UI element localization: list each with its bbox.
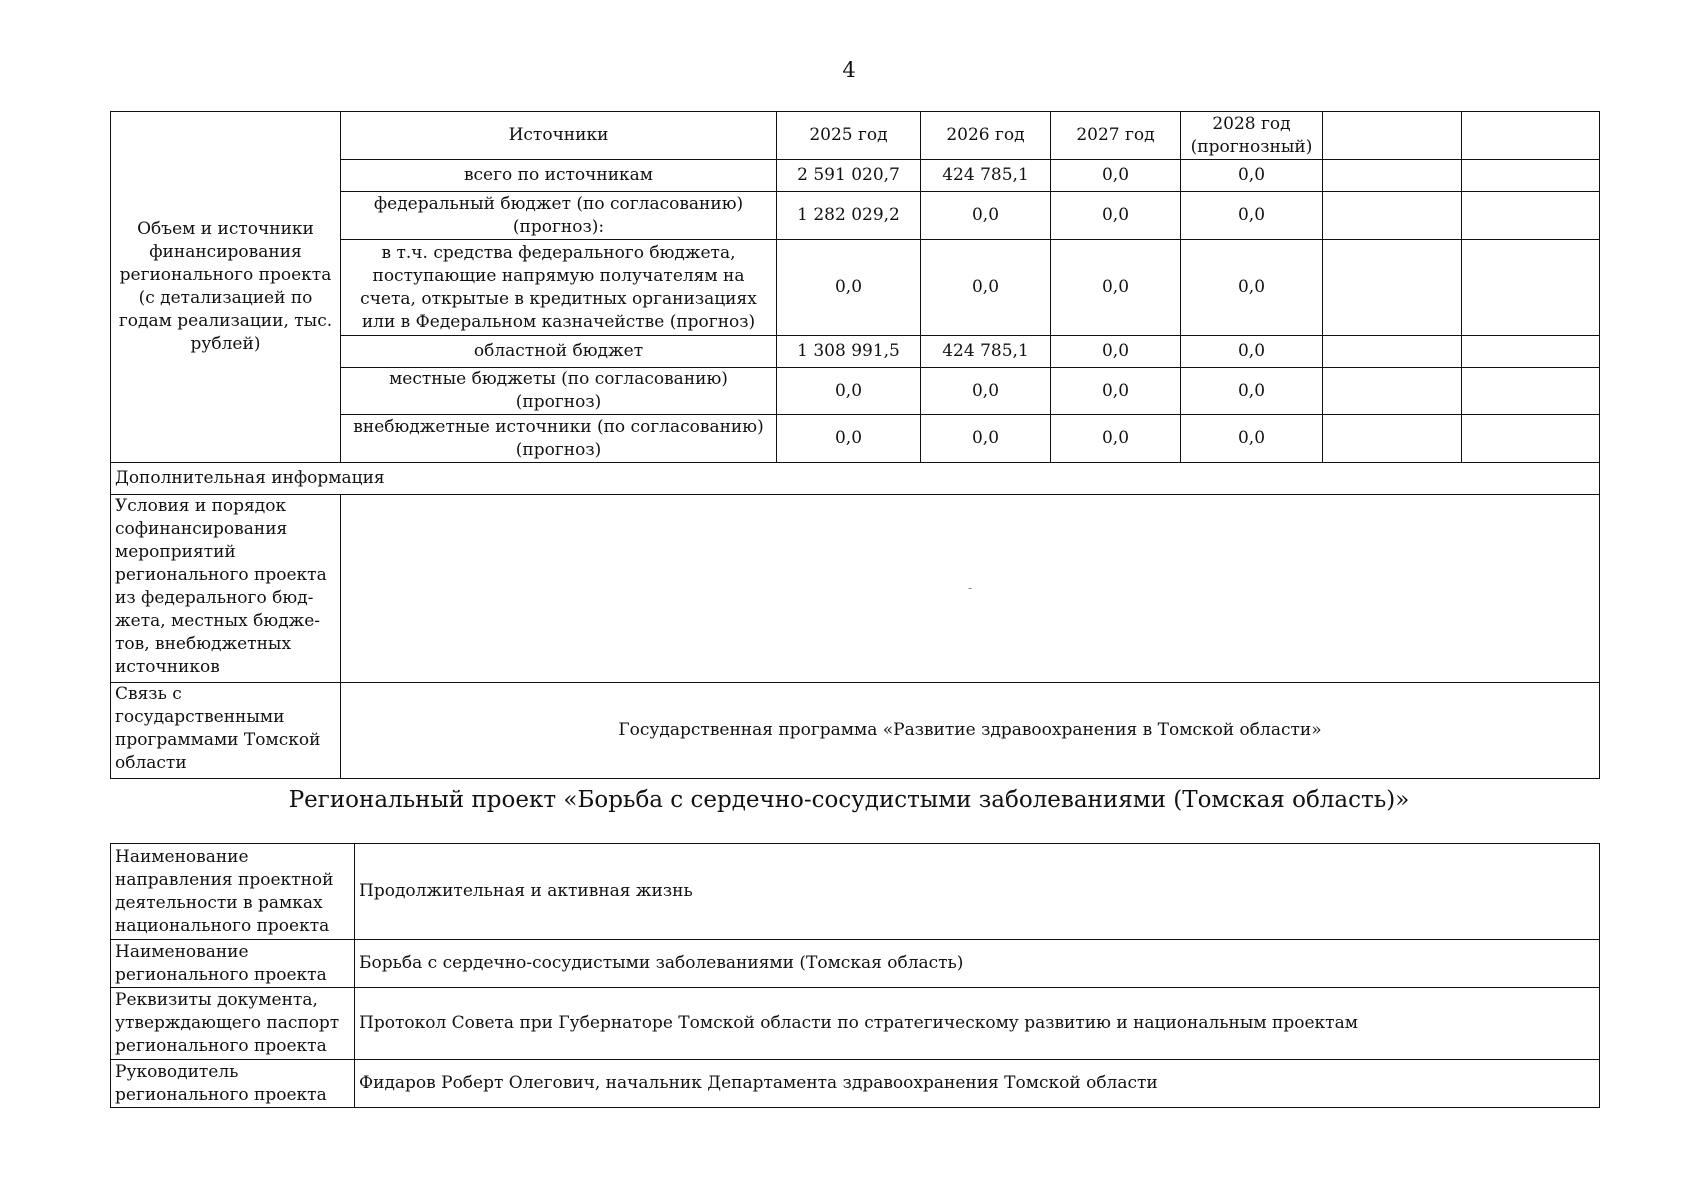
cofinancing-label: Условия и порядок софинансирования мероприятий регионального проекта из федерального бюд-жета, местных бюдже-тов, внебюджетных источников [111,495,341,683]
funding-label: Объем и источники финансирования регионального проекта (с детализацией по годам реализации, тыс. рублей) [111,112,341,463]
additional-info-title: Дополнительная информация [111,463,1600,495]
value-cell: 0,0 [1051,160,1181,192]
empty-cell [1462,192,1600,240]
value-cell: 0,0 [1051,415,1181,463]
page-number: 4 [842,58,856,82]
value-cell: 0,0 [1181,368,1323,415]
empty-cell [1462,160,1600,192]
source-label: местные бюджеты (по согласованию) (прогноз) [341,368,777,415]
project-row-value: Продолжительная и активная жизнь [355,844,1600,940]
project-row-label: Наименование регионального проекта [111,940,355,988]
program-link-value: Государственная программа «Развитие здравоохранения в Томской области» [341,683,1600,779]
empty-cell [1462,112,1600,160]
value-cell: 0,0 [921,240,1051,336]
value-cell: 424 785,1 [921,160,1051,192]
project-row-label: Реквизиты документа, утверждающего паспорт регионального проекта [111,988,355,1060]
empty-cell [1323,336,1462,368]
project-row-label: Наименование направления проектной деятельности в рамках национального проекта [111,844,355,940]
value-cell: 1 308 991,5 [777,336,921,368]
empty-cell [1323,368,1462,415]
value-cell: 2 591 020,7 [777,160,921,192]
value-cell: 0,0 [1051,336,1181,368]
source-label: всего по источникам [341,160,777,192]
empty-cell [1462,336,1600,368]
program-link-label: Связь с государственными программами Томской области [111,683,341,779]
value-cell: 0,0 [1051,240,1181,336]
value-cell: 0,0 [1181,192,1323,240]
empty-cell [1462,240,1600,336]
year-header: 2025 год [777,112,921,160]
empty-cell [1323,415,1462,463]
value-cell: 0,0 [1181,415,1323,463]
source-label: областной бюджет [341,336,777,368]
value-cell: 0,0 [777,415,921,463]
source-label: в т.ч. средства федерального бюджета, поступающие напрямую получателям на счета, открытые в кредитных организациях или в Федеральном казначействе (прогноз) [341,240,777,336]
value-cell: 0,0 [1181,160,1323,192]
value-cell: 1 282 029,2 [777,192,921,240]
value-cell: 0,0 [1051,192,1181,240]
value-cell: 0,0 [1181,336,1323,368]
source-label: федеральный бюджет (по согласованию) (прогноз): [341,192,777,240]
empty-cell [1323,112,1462,160]
section-title: Региональный проект «Борьба с сердечно-сосудистыми заболеваниями (Томская область)» [288,787,1410,813]
year-header: 2028 год (прогнозный) [1181,112,1323,160]
source-label: внебюджетные источники (по согласованию) (прогноз) [341,415,777,463]
value-cell: 0,0 [1181,240,1323,336]
value-cell: 0,0 [921,192,1051,240]
value-cell: 0,0 [777,240,921,336]
value-cell: 424 785,1 [921,336,1051,368]
value-cell: 0,0 [1051,368,1181,415]
sources-header: Источники [341,112,777,160]
funding-table [110,111,1600,779]
project-table [110,843,1600,1108]
year-header: 2027 год [1051,112,1181,160]
value-cell: 0,0 [921,368,1051,415]
project-row-label: Руководитель регионального проекта [111,1060,355,1108]
empty-cell [1323,160,1462,192]
year-header: 2026 год [921,112,1051,160]
empty-cell [1462,368,1600,415]
empty-cell [1323,240,1462,336]
project-row-value: Протокол Совета при Губернаторе Томской области по стратегическому развитию и национальным проектам [355,988,1600,1060]
project-row-value: Борьба с сердечно-сосудистыми заболеваниями (Томская область) [355,940,1600,988]
value-cell: 0,0 [777,368,921,415]
value-cell: 0,0 [921,415,1051,463]
empty-cell [1462,415,1600,463]
project-row-value: Фидаров Роберт Олегович, начальник Департамента здравоохранения Томской области [355,1060,1600,1108]
cofinancing-value: - [341,495,1600,683]
empty-cell [1323,192,1462,240]
